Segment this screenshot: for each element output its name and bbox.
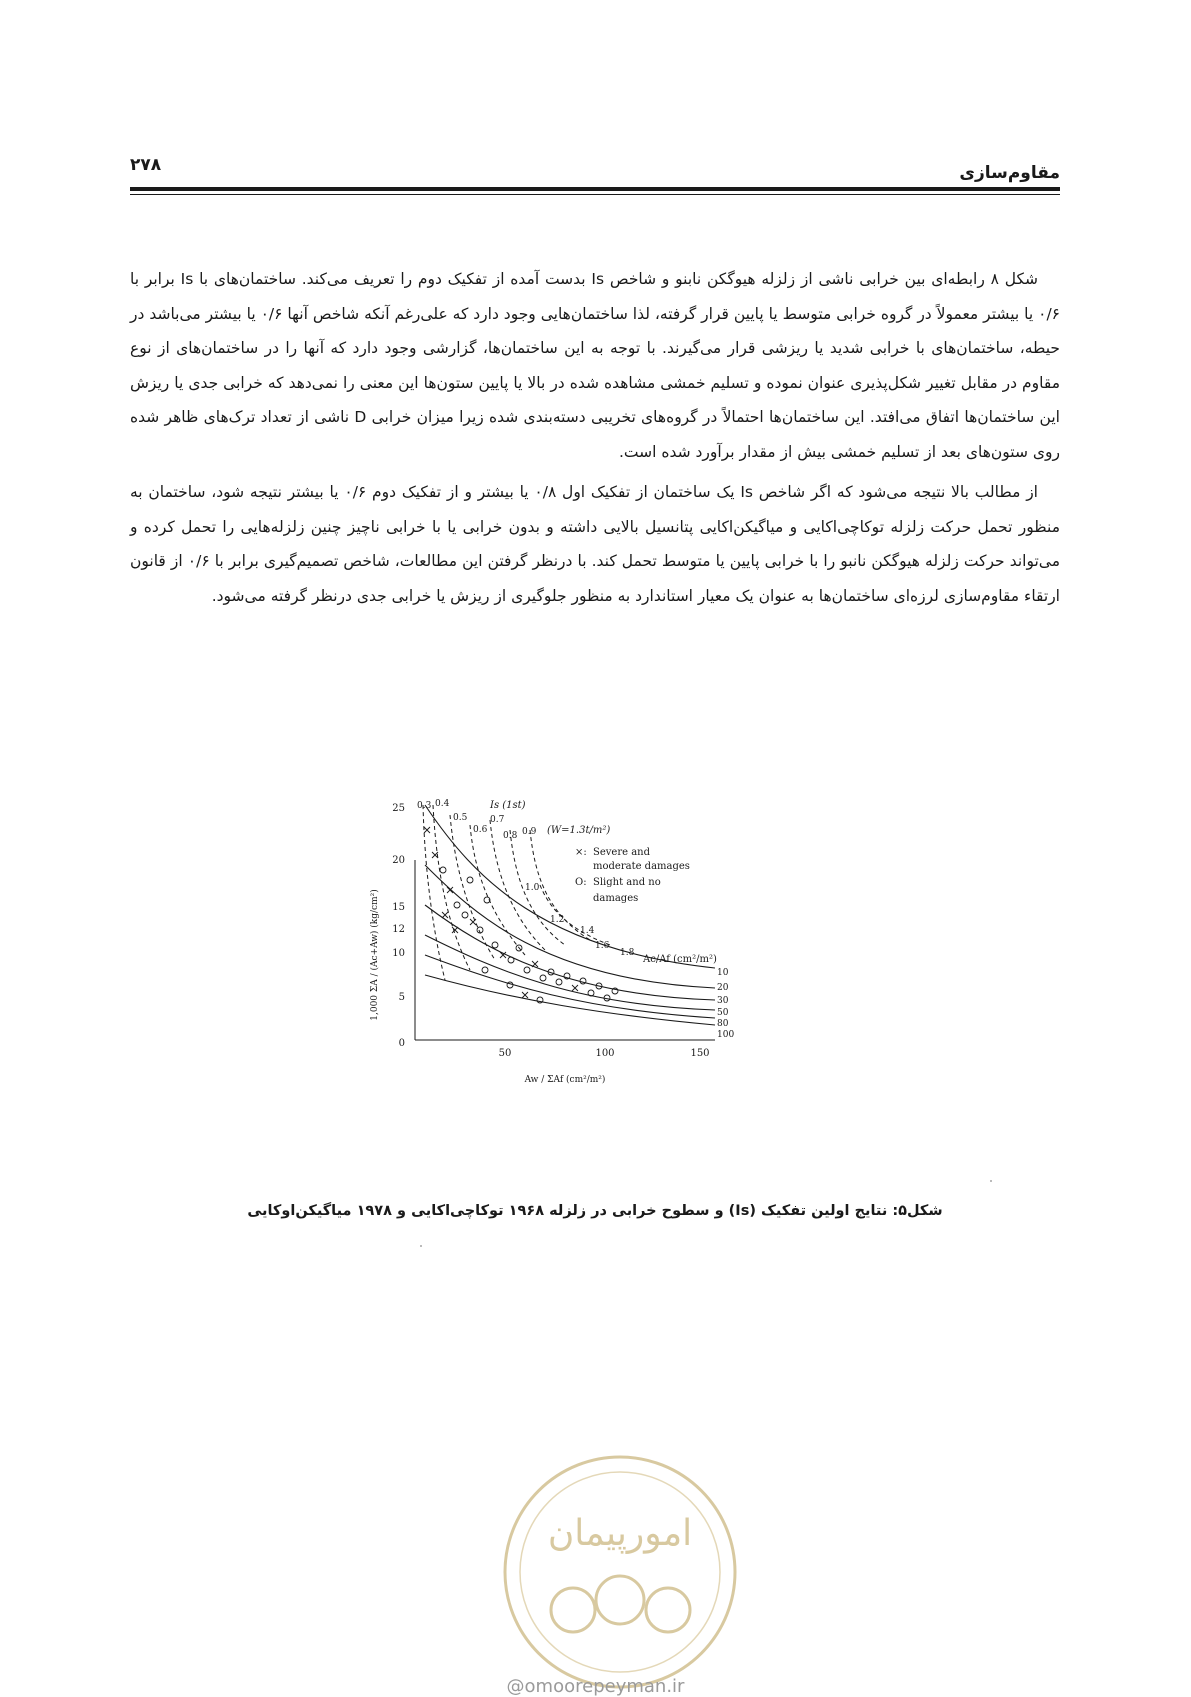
- x-tick: 50: [498, 1048, 512, 1059]
- slight-damage-marker: [454, 902, 460, 908]
- y-tick: 20: [392, 855, 405, 866]
- scan-speck: [420, 1245, 422, 1247]
- running-title: مقاوم‌سازی: [959, 163, 1060, 183]
- legend-title: Is (1st): [490, 800, 526, 811]
- y-tick: 15: [392, 902, 405, 913]
- is-curve-label: 1.0: [525, 883, 540, 893]
- is-curve-label: 0.7: [490, 815, 505, 825]
- publisher-stamp: [498, 1450, 743, 1695]
- x-tick: 100: [595, 1048, 615, 1059]
- y-tick: 5: [398, 992, 405, 1003]
- ac-curve-label: 20: [717, 983, 729, 993]
- legend-severe-symbol: ×:: [575, 847, 587, 858]
- is-curve: [470, 825, 525, 955]
- ac-curve-label: 80: [717, 1019, 729, 1029]
- slight-damage-marker: [524, 967, 530, 973]
- slight-damage-marker: [440, 867, 446, 873]
- slight-damage-marker: [556, 979, 562, 985]
- severe-damage-marker: [424, 827, 430, 833]
- paragraph-1: شکل ۸ رابطه‌ای بین خرابی ناشی از زلزله هیوگکن نابنو و شاخص Is بدست آمده از تفکیک دوم را تعریف می‌کند. ساختمان‌های با Is برابر با ۰/۶ یا بیشتر معمولاً در گروه خرابی متوسط یا پایین قرار گرفته، لذا ساختمان‌هایی وجود دارد که علی‌رغم آنکه شاخص آنها ۰/۶ یا بیشتر می‌باشد در حیطه، ساختمان‌های با خرابی شدید یا ریزشی قرار می‌گیرند. با توجه به این ساختمان‌ها، گزارشی وجود دارد که آنها را در ساختمان‌های از نوع مقاوم در مقابل تغییر شکل‌پذیری عنوان نموده و تسلیم خمشی مشاهده شده در بالا یا پایین ستون‌ها این معنی را نمی‌دهد که خرابی جدی یا ریزش این ساختمان‌ها اتفاق می‌افتد. این ساختمان‌ها احتمالاً در گروه‌های تخریبی دسته‌بندی شده زیرا میزان خرابی D ناشی از تعداد ترک‌های ظاهر شده روی ستون‌های بعد از تسلیم خمشی بیش از مقدار برآورد شده است.: [130, 270, 1060, 461]
- weight-note: (W=1.3t/m²): [547, 825, 611, 836]
- y-tick: 25: [392, 803, 405, 814]
- legend-slight-line2: damages: [593, 893, 639, 904]
- is-curve-label: 0.3: [417, 801, 432, 811]
- ac-curve-label: 50: [717, 1008, 729, 1018]
- slight-damage-marker: [482, 967, 488, 973]
- legend-severe-line1: Severe and: [593, 847, 651, 858]
- y-tick: 10: [392, 948, 405, 959]
- scan-speck: [990, 1180, 992, 1182]
- severe-damage-marker: [572, 985, 578, 991]
- y-tick: 12: [392, 924, 405, 935]
- header-rule-thin: [130, 194, 1060, 195]
- legend-severe-line2: moderate damages: [593, 861, 690, 872]
- ac-curve: [425, 865, 715, 988]
- slight-damage-marker: [462, 912, 468, 918]
- legend-slight-line1: Slight and no: [593, 877, 661, 888]
- severe-damage-marker: [442, 912, 448, 918]
- ac-curve: [425, 975, 715, 1025]
- is-curve-label: 0.5: [453, 813, 468, 823]
- ac-curve-label: 100: [717, 1030, 735, 1040]
- ac-curve-family-label: Ac/Af (cm²/m²): [643, 954, 717, 965]
- paragraph-2: از مطالب بالا نتیجه می‌شود که اگر شاخص Is یک ساختمان از تفکیک اول ۰/۸ یا بیشتر و از تفکیک دوم ۰/۶ یا بیشتر نتیجه شود، ساختمان به منظور تحمل حرکت زلزله توکاچی‌اکایی و میاگیکن‌اکایی پتانسیل بالایی داشته و بدون خرابی یا با خرابی ناچیز چنین زلزله‌هایی را تحمل کرده و می‌تواند حرکت زلزله هیوگکن نانبو را با خرابی پایین یا متوسط تحمل کند. با درنظر گرفتن این مطالعات، شاخص تصمیم‌گیری برابر با ۰/۶ از قانون ارتقاء مقاوم‌سازی لرزه‌ای ساختمان‌ها به عنوان یک معیار استاندارد به منظور جلوگیری از ریزش یا خرابی جدی درنظر گرفته می‌شود.: [130, 483, 1060, 605]
- severe-damage-marker: [452, 927, 458, 933]
- slight-damage-marker: [508, 957, 514, 963]
- watermark-url: @omoorepeyman.ir: [506, 1676, 685, 1697]
- stamp-text: امورپیمان: [547, 1513, 693, 1554]
- is-curve-label: 0.9: [522, 827, 537, 837]
- is-curve-label: 1.8: [620, 948, 635, 958]
- y-tick: 0: [398, 1038, 405, 1049]
- legend-slight-symbol: O:: [575, 877, 587, 888]
- ac-curve-label: 10: [717, 968, 729, 978]
- is-curve-label: 1.4: [580, 926, 595, 936]
- severe-damage-marker: [470, 919, 476, 925]
- y-axis-label: 1,000 ΣA / (Ac+Aw) (kg/cm²): [370, 889, 380, 1021]
- severe-damage-marker: [447, 887, 453, 893]
- header-rule-thick: [130, 187, 1060, 191]
- slight-damage-marker: [507, 982, 513, 988]
- is-curve-label: 0.6: [473, 825, 488, 835]
- slight-damage-marker: [540, 975, 546, 981]
- is-curve-label: 0.8: [503, 831, 518, 841]
- body-text: [130, 262, 1060, 619]
- damage-index-figure: [370, 799, 805, 1170]
- page-number: ۲۷۸: [130, 155, 162, 175]
- x-axis-label: Aw / ΣAf (cm²/m²): [524, 1075, 606, 1085]
- x-tick: 150: [690, 1048, 710, 1059]
- is-curve-label: 0.4: [435, 799, 450, 809]
- severe-damage-marker: [522, 992, 528, 998]
- figure-caption: شکل۵: نتایج اولین تفکیک (Is) و سطوح خرابی در زلزله ۱۹۶۸ توکاچی‌اکایی و ۱۹۷۸ میاگیکن‌اوکایی: [247, 1203, 943, 1219]
- ac-curves: [425, 805, 715, 1025]
- is-curve-label: 1.2: [550, 915, 565, 925]
- slight-damage-marker: [467, 877, 473, 883]
- is-curve-label: 1.6: [595, 941, 610, 951]
- severe-damage-marker: [532, 961, 538, 967]
- ac-curve-label: 30: [717, 996, 729, 1006]
- slight-damage-marker: [580, 978, 586, 984]
- slight-damage-marker: [492, 942, 498, 948]
